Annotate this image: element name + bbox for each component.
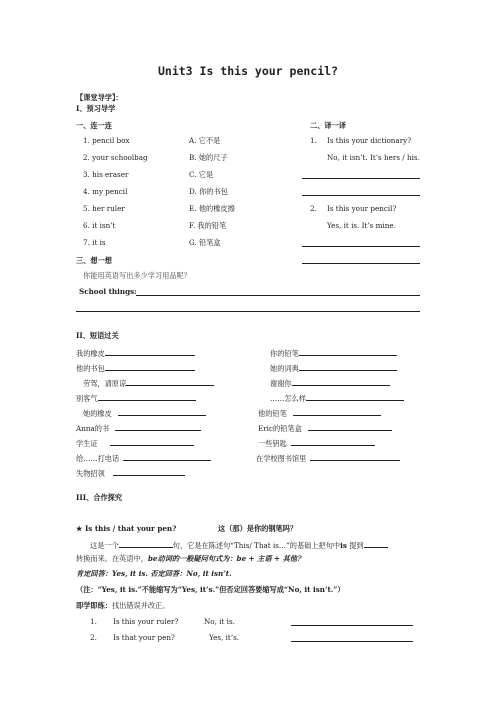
exercise-1-answer: No, it is. <box>204 617 235 626</box>
phrase-her-dictionary: 她的词典 <box>270 362 397 373</box>
school-things-line-1[interactable] <box>136 295 420 296</box>
translate-2-line-2[interactable] <box>302 263 420 264</box>
guide-heading: 【课堂导学】： <box>76 93 123 102</box>
match-left-2: 2. your schoolbag <box>83 153 148 162</box>
page-title: Unit3 Is this your pencil? <box>157 64 338 78</box>
exercise-1-num: 1. <box>90 617 97 626</box>
sentence-type-blank[interactable] <box>119 539 173 548</box>
exercise-2-answer: Yes, it’s. <box>209 633 240 642</box>
match-left-3: 3. his eraser <box>83 170 129 179</box>
section2-heading: II、短语过关 <box>76 331 119 340</box>
section3-heading: III、合作探究 <box>76 493 123 502</box>
part1-heading: 一、连一连 <box>76 121 112 130</box>
phrase-blank[interactable] <box>299 347 397 356</box>
translate-2-question: Is this your pencil? <box>327 204 397 213</box>
match-left-7: 7. it is <box>83 238 106 247</box>
position-blank[interactable] <box>364 539 388 548</box>
phrase-blank[interactable] <box>308 422 392 431</box>
phrase-blank[interactable] <box>292 377 390 386</box>
practice-line: 即学即练：找出错误并改正。 <box>76 601 170 610</box>
exercise-2-num: 2. <box>90 633 97 642</box>
school-things-line-2[interactable] <box>76 311 420 312</box>
phrase-my-eraser: 我的橡皮 <box>76 347 195 358</box>
note-line: （注：“Yes, it is.”不能缩写为“Yes, it’s.”但否定回答要缩写成“No, it isn’t.”） <box>76 585 345 594</box>
translate-1-line-2[interactable] <box>302 195 420 196</box>
part3-question: 你能用英语写出多少学习用品呢？ <box>83 271 191 280</box>
phrase-annas-book: Anna的书 <box>76 422 201 433</box>
phrase-call: 给……打电话 <box>76 452 211 463</box>
answer-rule: 肯定回答：Yes, it is. 否定回答：No, it isn’t. <box>76 569 232 578</box>
translate-2-num: 2. <box>310 204 317 213</box>
phrase-blank[interactable] <box>98 392 196 401</box>
phrase-her-eraser: 她的橡皮 <box>83 407 206 418</box>
match-right-d: D. 你的书包 <box>189 187 228 196</box>
explain-line-2: 转换而来。在英语中，be动词的一般疑问句式为：be + 主语 + 其他？ <box>76 554 305 563</box>
match-right-e: E. 他的橡皮擦 <box>189 204 235 213</box>
phrase-your-pencil: 你的铅笔 <box>270 347 397 358</box>
phrase-his-pencil: 他的铅笔 <box>258 407 381 418</box>
star-question: ★ Is this / that your pen? <box>76 524 177 533</box>
match-right-a: A. 它不是 <box>189 136 221 145</box>
phrase-school-library: 在学校图书馆里 <box>256 452 400 463</box>
exercise-1-question: Is this your ruler? <box>113 617 179 626</box>
exercise-1-blank[interactable] <box>291 625 413 626</box>
phrase-blank[interactable] <box>306 392 404 401</box>
phrase-excuse-me: 劳驾，请原谅 <box>83 377 214 388</box>
phrase-blank[interactable] <box>115 422 201 431</box>
phrase-what-about: ……怎么样 <box>270 392 404 403</box>
phrase-blank[interactable] <box>105 362 195 371</box>
match-left-4: 4. my pencil <box>83 187 128 196</box>
match-left-1: 1. pencil box <box>83 136 130 145</box>
star-question-cn: 这（那）是你的钢笔吗？ <box>218 524 298 533</box>
translate-2-answer: Yes, it is. It’s mine. <box>327 221 396 230</box>
match-right-g: G. 铅笔盒 <box>189 238 221 247</box>
phrase-blank[interactable] <box>299 362 397 371</box>
phrase-erics-pencil-box: Eric的铅笔盒 <box>258 422 392 433</box>
phrase-blank[interactable] <box>110 437 194 446</box>
part3-heading: 三、想一想 <box>76 256 112 265</box>
phrase-blank[interactable] <box>310 452 400 461</box>
match-right-c: C. 它是 <box>189 170 214 179</box>
exercise-2-question: Is that your pen? <box>113 633 175 642</box>
translate-1-answer: No, it isn’t. It’s hers / his. <box>327 153 420 162</box>
exercise-2-blank[interactable] <box>291 641 413 642</box>
match-left-5: 5. her ruler <box>83 204 125 213</box>
part2-heading: 二、译一译 <box>310 121 346 130</box>
phrase-thank-you: 谢谢你 <box>270 377 390 388</box>
match-right-f: F. 我的铅笔 <box>189 221 227 230</box>
translate-2-line-1[interactable] <box>302 246 420 247</box>
phrase-blank[interactable] <box>123 452 211 461</box>
section1-heading: I、预习导学 <box>76 104 116 113</box>
match-right-b: B. 她的尺子 <box>189 153 228 162</box>
translate-1-question: Is this your dictionary? <box>327 136 412 145</box>
translate-1-line-1[interactable] <box>302 178 420 179</box>
phrase-id-card: 学生证 <box>76 437 194 448</box>
phrase-blank[interactable] <box>113 467 185 476</box>
school-things-label: School things: <box>79 287 137 296</box>
phrase-blank[interactable] <box>105 347 195 356</box>
phrase-lost-and-found: 失物招领 <box>76 467 185 478</box>
phrase-some-keys: 一些钥匙 <box>258 437 375 448</box>
phrase-blank[interactable] <box>293 407 381 416</box>
match-left-6: 6. it isn’t <box>83 221 116 230</box>
phrase-blank[interactable] <box>126 377 214 386</box>
translate-1-num: 1. <box>310 136 317 145</box>
explain-line-1: 这是一个 句，它是在陈述句“This/ That is…”的基础上把句中is 提到 <box>90 539 388 550</box>
phrase-his-schoolbag: 他的书包 <box>76 362 195 373</box>
phrase-blank[interactable] <box>291 437 375 446</box>
phrase-you-are-welcome: 别客气 <box>76 392 196 403</box>
phrase-blank[interactable] <box>118 407 206 416</box>
